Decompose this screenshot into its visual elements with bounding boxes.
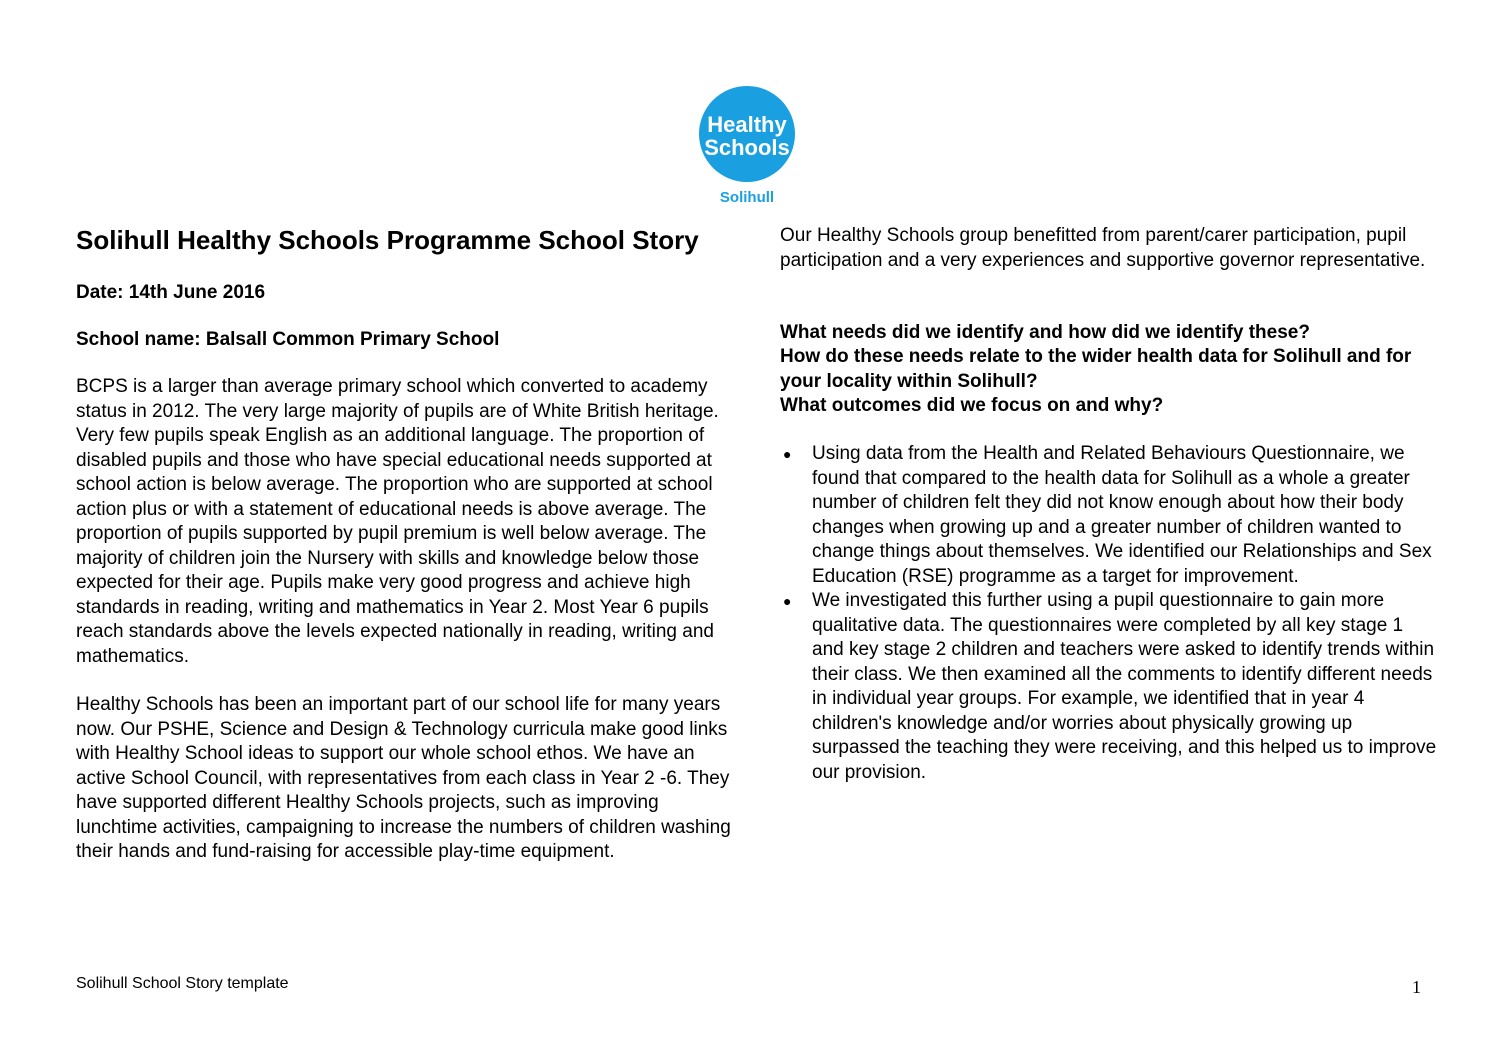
left-column bbox=[76, 224, 736, 889]
footer-template-label: Solihull School Story template bbox=[76, 975, 289, 992]
findings-list bbox=[780, 442, 1440, 785]
group-intro-paragraph: Our Healthy Schools group benefitted from parent/carer participation, pupil participation and a very experiences and supportive governor representative. bbox=[780, 225, 1426, 271]
page-number: 1 bbox=[1412, 977, 1421, 997]
school-name-line: School name: Balsall Common Primary School bbox=[76, 329, 500, 350]
right-column bbox=[780, 224, 1440, 785]
date-line: Date: 14th June 2016 bbox=[76, 282, 266, 303]
school-context-paragraph: BCPS is a larger than average primary school which converted to academy status in 2012. The very large majority of pupils are of White British heritage. Very few pupils speak English as an additional language. The proportion of disabled pupils and those who have special educational needs supported at school action is below average. The proportion who are supported at school action plus or with a statement of educational needs is above average. The proportion of pupils supported by pupil premium is well below average. The majority of children join the Nursery with skills and knowledge below those expected for their age. Pupils make very good progress and achieve high standards in reading, writing and mathematics in Year 2. Most Year 6 pupils reach standards above the levels expected nationally in reading, writing and mathematics. bbox=[76, 376, 719, 667]
bullet-icon: ● bbox=[783, 593, 792, 610]
logo-circle-icon bbox=[692, 84, 802, 208]
question-item: What outcomes did we focus on and why? bbox=[780, 394, 1164, 416]
questions-block bbox=[780, 321, 1440, 418]
logo-line2: Schools bbox=[704, 135, 790, 160]
page-title: Solihull Healthy Schools Programme School Story bbox=[76, 225, 699, 255]
question-item: What needs did we identify and how did we identify these? bbox=[780, 322, 1310, 343]
healthy-schools-logo bbox=[692, 84, 802, 208]
logo-line1: Healthy bbox=[707, 112, 787, 137]
healthy-schools-paragraph: Healthy Schools has been an important part of our school life for many years now. Our PSHE, Science and Design & Technology curricula make good links with Healthy School ideas to support our whole school ethos. We have an active School Council, with representatives from each class in Year 2 -6. They have supported different Healthy Schools projects, such as improving lunchtime activities, campaigning to increase the numbers of children washing their hands and fund-raising for accessible play-time equipment. bbox=[76, 694, 731, 862]
list-item-text: We investigated this further using a pupil questionnaire to gain more qualitative data. The questionnaires were completed by all key stage 1 and key stage 2 children and teachers were asked to identify trends within their class. We then examined all the comments to identify different needs in individual year groups. For example, we identified that in year 4 children's knowledge and/or worries about physically growing up surpassed the teaching they were receiving, and this helped us to improve our provision. bbox=[812, 590, 1437, 783]
logo-place: Solihull bbox=[719, 189, 775, 206]
list-item-text: Using data from the Health and Related Behaviours Questionnaire, we found that compared to the health data for Solihull as a whole a greater number of children felt they did not know enough about how their body changes when growing up and a greater number of children wanted to change things about themselves. We identified our Relationships and Sex Education (RSE) programme as a target for improvement. bbox=[812, 443, 1432, 587]
list-item bbox=[780, 589, 1440, 785]
bullet-icon: ● bbox=[783, 446, 792, 463]
question-item: How do these needs relate to the wider health data for Solihull and for your locality within Solihull? bbox=[780, 346, 1412, 392]
list-item bbox=[780, 442, 1440, 589]
